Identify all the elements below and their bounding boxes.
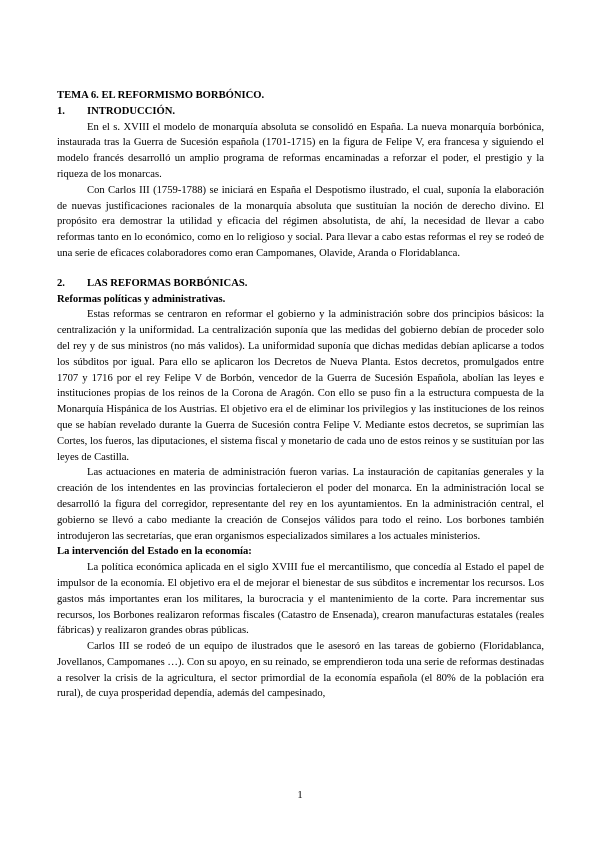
section-title: LAS REFORMAS BORBÓNICAS. [87,277,248,289]
subsection-heading-reformas-politicas: Reformas políticas y administrativas. [57,293,226,305]
section-heading-introduccion [57,104,544,120]
section-number: 2. [57,277,65,289]
paragraph: Carlos III se rodeó de un equipo de ilustrados que le asesoró en las tareas de gobierno (Floridablanca, Jovellanos, Campomanes …). Con su apoyo, en su reinado, se emprendieron toda una serie de reformas destinadas a resolver la crisis de la agricultura, el sector primordial de la economía española (el 80% de la población era rural), de cuya prosperidad dependía, además del campesinado, [57,641,544,700]
paragraph: Estas reformas se centraron en reformar el gobierno y la administración sobre dos principios básicos: la centralización y la uniformidad. La centralización suponía que las medidas del gobierno debían de proceder solo del rey y de sus ministros (no más validos). La uniformidad suponía que dichas medidas debían aplicarse a todos los súbditos por igual. Para ello se aplicaron los Decretos de Nueva Planta. Estos decretos, promulgados entre 1707 y 1716 por el rey Felipe V de Borbón, vencedor de la Guerra de Sucesión Española, abolían las leyes e instituciones propias de los reinos de la Corona de Aragón. Con ello se puso fin a la estructura compuesta de la Monarquía Hispánica de los Austrias. El objetivo era el de eliminar los privilegios y las instituciones de los reinos que se habían revelado durante la Guerra de Sucesión contra Felipe V. Mediante estos decretos, se suprimían las Cortes, los fueros, las diputaciones, el sistema fiscal y monetario de cada uno de estos reinos y se sustituían por las leyes de Castilla. [57,309,544,463]
paragraph: La política económica aplicada en el siglo XVIII fue el mercantilismo, que concedía al Estado el papel de impulsor de la economía. El objetivo era el de mejorar el bienestar de sus súbditos e incrementar los recursos. Los gastos más importantes eran los militares, la burocracia y el mantenimiento de la corte. Para incrementar sus recursos, los Borbones realizaron reformas fiscales (Catastro de Ensenada), crearon manufacturas estatales (reales fábricas) y realizaron grandes obras públicas. [57,562,544,637]
section-number: 1. [57,105,65,117]
document-page [57,88,544,702]
paragraph: Con Carlos III (1759-1788) se iniciará en España el Despotismo ilustrado, el cual, suponía la elaboración de nuevas justificaciones racionales de la monarquía absoluta que sustituían la noción de derecho divino. El propósito era demostrar la utilidad y eficacia del régimen absolutista, de ahí, la necesidad de llevar a cabo reformas tanto en lo económico, como en lo religioso y social. Para llevar a cabo estas reformas el rey se rodeó de una serie de eficaces colaboradores como eran Campomanes, Olavide, Aranda o Floridablanca. [57,184,544,259]
section-title: INTRODUCCIÓN. [87,105,175,117]
paragraph: Las actuaciones en materia de administración fueron varias. La instauración de capitanías generales y la creación de los intendentes en las provincias fortalecieron el poder del monarca. En la administración local se desarrolló la figura del corregidor, representante del rey en los ayuntamientos. En la administración central, el gobierno se llevó a cabo mediante la creación de Consejos válidos para todo el reino. Los borbones también introdujeron las secretarías, que eran organismos especializados similares a los actuales ministerios. [57,467,544,542]
subsection-heading-intervencion-estado: La intervención del Estado en la economía: [57,546,252,558]
document-title: TEMA 6. EL REFORMISMO BORBÓNICO. [57,90,265,101]
paragraph: En el s. XVIII el modelo de monarquía absoluta se consolidó en España. La nueva monarquía borbónica, instaurada tras la Guerra de Sucesión española (1701-1715) en la figura de Felipe V, era francesa y siguiendo el modelo francés desarrolló un amplio programa de reformas encaminadas a reforzar el poder, el prestigio y la riqueza de los monarcas. [57,121,544,180]
section-heading-reformas-borbonicas [57,276,544,292]
page-number: 1 [297,790,303,801]
